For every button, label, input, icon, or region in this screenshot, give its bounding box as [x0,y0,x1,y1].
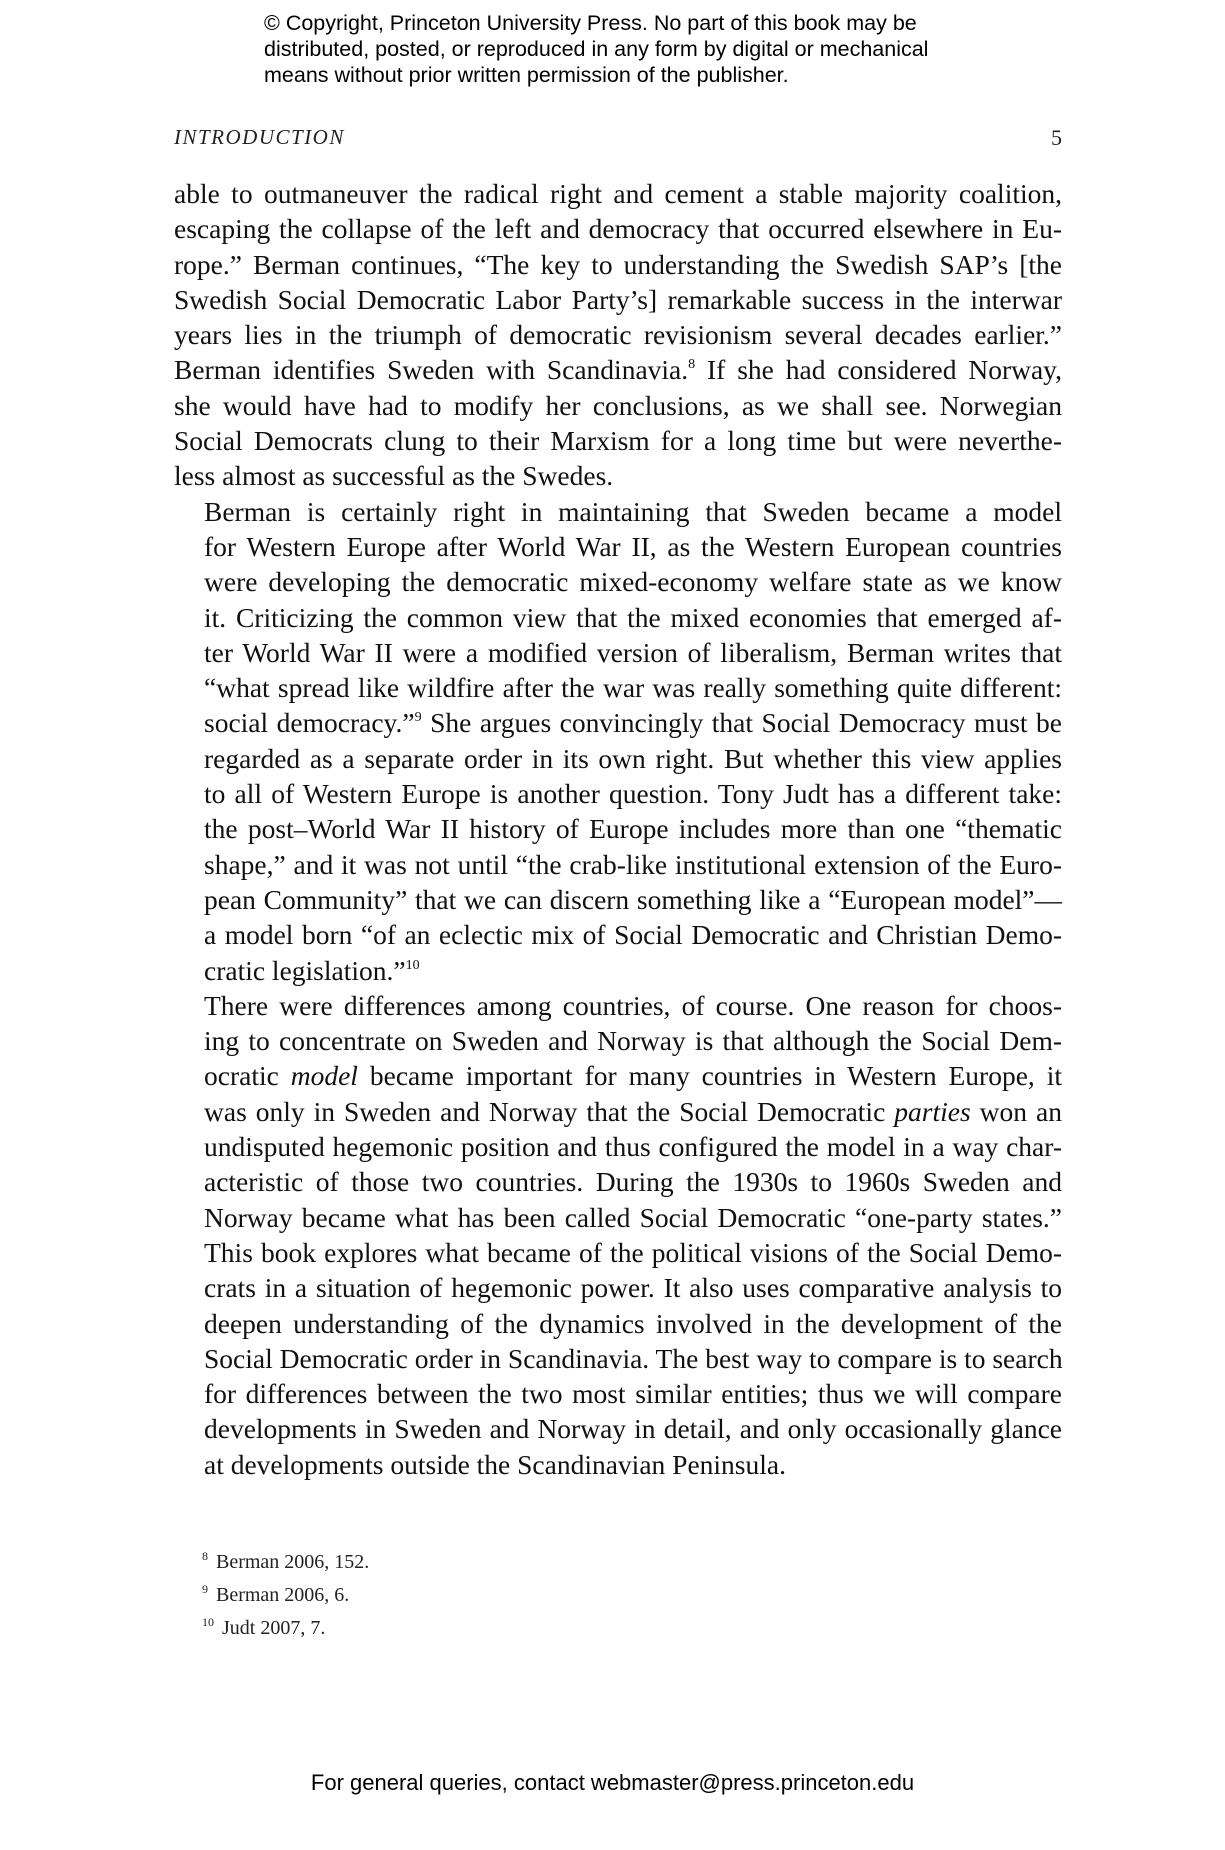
footnote-number: 8 [202,1549,208,1563]
text-segment: won an [970,1095,1062,1127]
text-segment: ocratic [204,1060,291,1092]
text-line: This book explores what became of the political visions of the Social Demo- [204,1236,1062,1268]
footnote [202,1609,902,1642]
emphasis: model [290,1060,358,1092]
running-head [174,125,1062,150]
footer-contact: For general queries, contact webmaster@press.princeton.edu [310,1770,915,1795]
text-line: Social Democratic order in Scandinavia. The best way to compare is to search [204,1342,1063,1374]
paragraph [174,176,1062,494]
body-text [174,176,1062,1482]
text-line: for differences between the two most similar entities; thus we will compare [204,1378,1062,1410]
footnote-number: 10 [202,1615,214,1629]
text-line: “what spread like wildfire after the war was really something quite different: [204,672,1062,704]
text-line: pean Community” that we can discern something like a “European model”— [204,883,1062,915]
text-line [174,352,1062,387]
text-line [174,953,1062,988]
footnotes [202,1543,902,1642]
text-line: deepen understanding of the dynamics involved in the development of the [204,1307,1062,1339]
text-segment: was only in Sweden and Norway that the Social Democratic [204,1095,895,1127]
text-segment: social democracy.” [204,707,415,739]
text-line: it. Criticizing the common view that the mixed economies that emerged af- [204,601,1062,633]
text-line: she would have had to modify her conclusions, as we shall see. Norwegian [174,389,1062,421]
text-line: Swedish Social Democratic Labor Party’s] remarkable success in the interwar [174,283,1062,315]
text-segment: cratic legislation.” [204,954,406,986]
footnote-ref: 9 [414,710,422,726]
text-line: a model born “of an eclectic mix of Social Democratic and Christian Demo- [204,919,1062,951]
footnote-number: 9 [202,1582,208,1596]
text-segment: She argues convincingly that Social Democracy must be [421,707,1063,739]
text-line [174,705,1062,740]
text-line [174,1094,1062,1129]
footnote [202,1576,902,1609]
text-line: escaping the collapse of the left and democracy that occurred elsewhere in Eu- [174,213,1062,245]
text-line: Berman is certainly right in maintaining that Sweden became a model [204,495,1062,527]
text-line: the post–World War II history of Europe includes more than one “thematic [204,813,1062,845]
copyright-notice [264,10,1024,88]
footnote-ref: 8 [688,357,696,373]
footnote [202,1543,902,1576]
text-line: undisputed hegemonic position and thus configured the model in a way char- [204,1131,1062,1163]
text-line: rope.” Berman continues, “The key to understanding the Swedish SAP’s [the [174,248,1062,280]
copyright-line: distributed, posted, or reproduced in any form by digital or mechanical [264,37,929,61]
text-line: regarded as a separate order in its own right. But whether this view applies [204,742,1062,774]
text-segment: Berman identifies Sweden with Scandinavia. [174,354,689,386]
text-line: ing to concentrate on Sweden and Norway is that although the Social Dem- [204,1025,1062,1057]
copyright-line: means without prior written permission of the publisher. [264,63,789,87]
page-number: 5 [1051,125,1062,150]
section-title: INTRODUCTION [174,125,345,149]
footnote-text: Berman 2006, 152. [216,1551,370,1573]
text-line: acteristic of those two countries. During the 1930s to 1960s Sweden and [204,1166,1062,1198]
footnote-text: Berman 2006, 6. [216,1584,350,1606]
text-line: able to outmaneuver the radical right and cement a stable majority coalition, [174,178,1062,209]
copyright-line: © Copyright, Princeton University Press. No part of this book may be [264,11,917,35]
text-line: ter World War II were a modified version of liberalism, Berman writes that [204,636,1062,668]
text-segment: If she had considered Norway, [695,354,1063,386]
footnote-ref: 10 [405,957,420,973]
text-line: years lies in the triumph of democratic revisionism several decades earlier.” [174,319,1062,351]
text-line: to all of Western Europe is another question. Tony Judt has a different take: [204,778,1062,810]
text-line: at developments outside the Scandinavian Peninsula. [204,1448,786,1480]
text-line: Social Democrats clung to their Marxism for a long time but were neverthe- [174,425,1062,457]
text-line: for Western Europe after World War II, as the Western European countries [204,530,1062,562]
text-line: Norway became what has been called Social Democratic “one-party states.” [204,1201,1062,1233]
text-line: developments in Sweden and Norway in detail, and only occasionally glance [204,1413,1062,1445]
paragraph [174,988,1062,1482]
footnote-text: Judt 2007, 7. [222,1617,326,1639]
text-line: less almost as successful as the Swedes. [174,460,614,492]
text-segment: became important for many countries in Western Europe, it [357,1060,1062,1092]
text-line [174,1058,1062,1093]
paragraph [174,494,1062,988]
text-line: shape,” and it was not until “the crab-like institutional extension of the Euro- [204,848,1062,880]
text-line: crats in a situation of hegemonic power. It also uses comparative analysis to [204,1272,1062,1304]
text-line: were developing the democratic mixed-economy welfare state as we know [204,566,1062,598]
text-line: There were differences among countries, of course. One reason for choos- [204,989,1062,1021]
emphasis: parties [894,1095,971,1127]
